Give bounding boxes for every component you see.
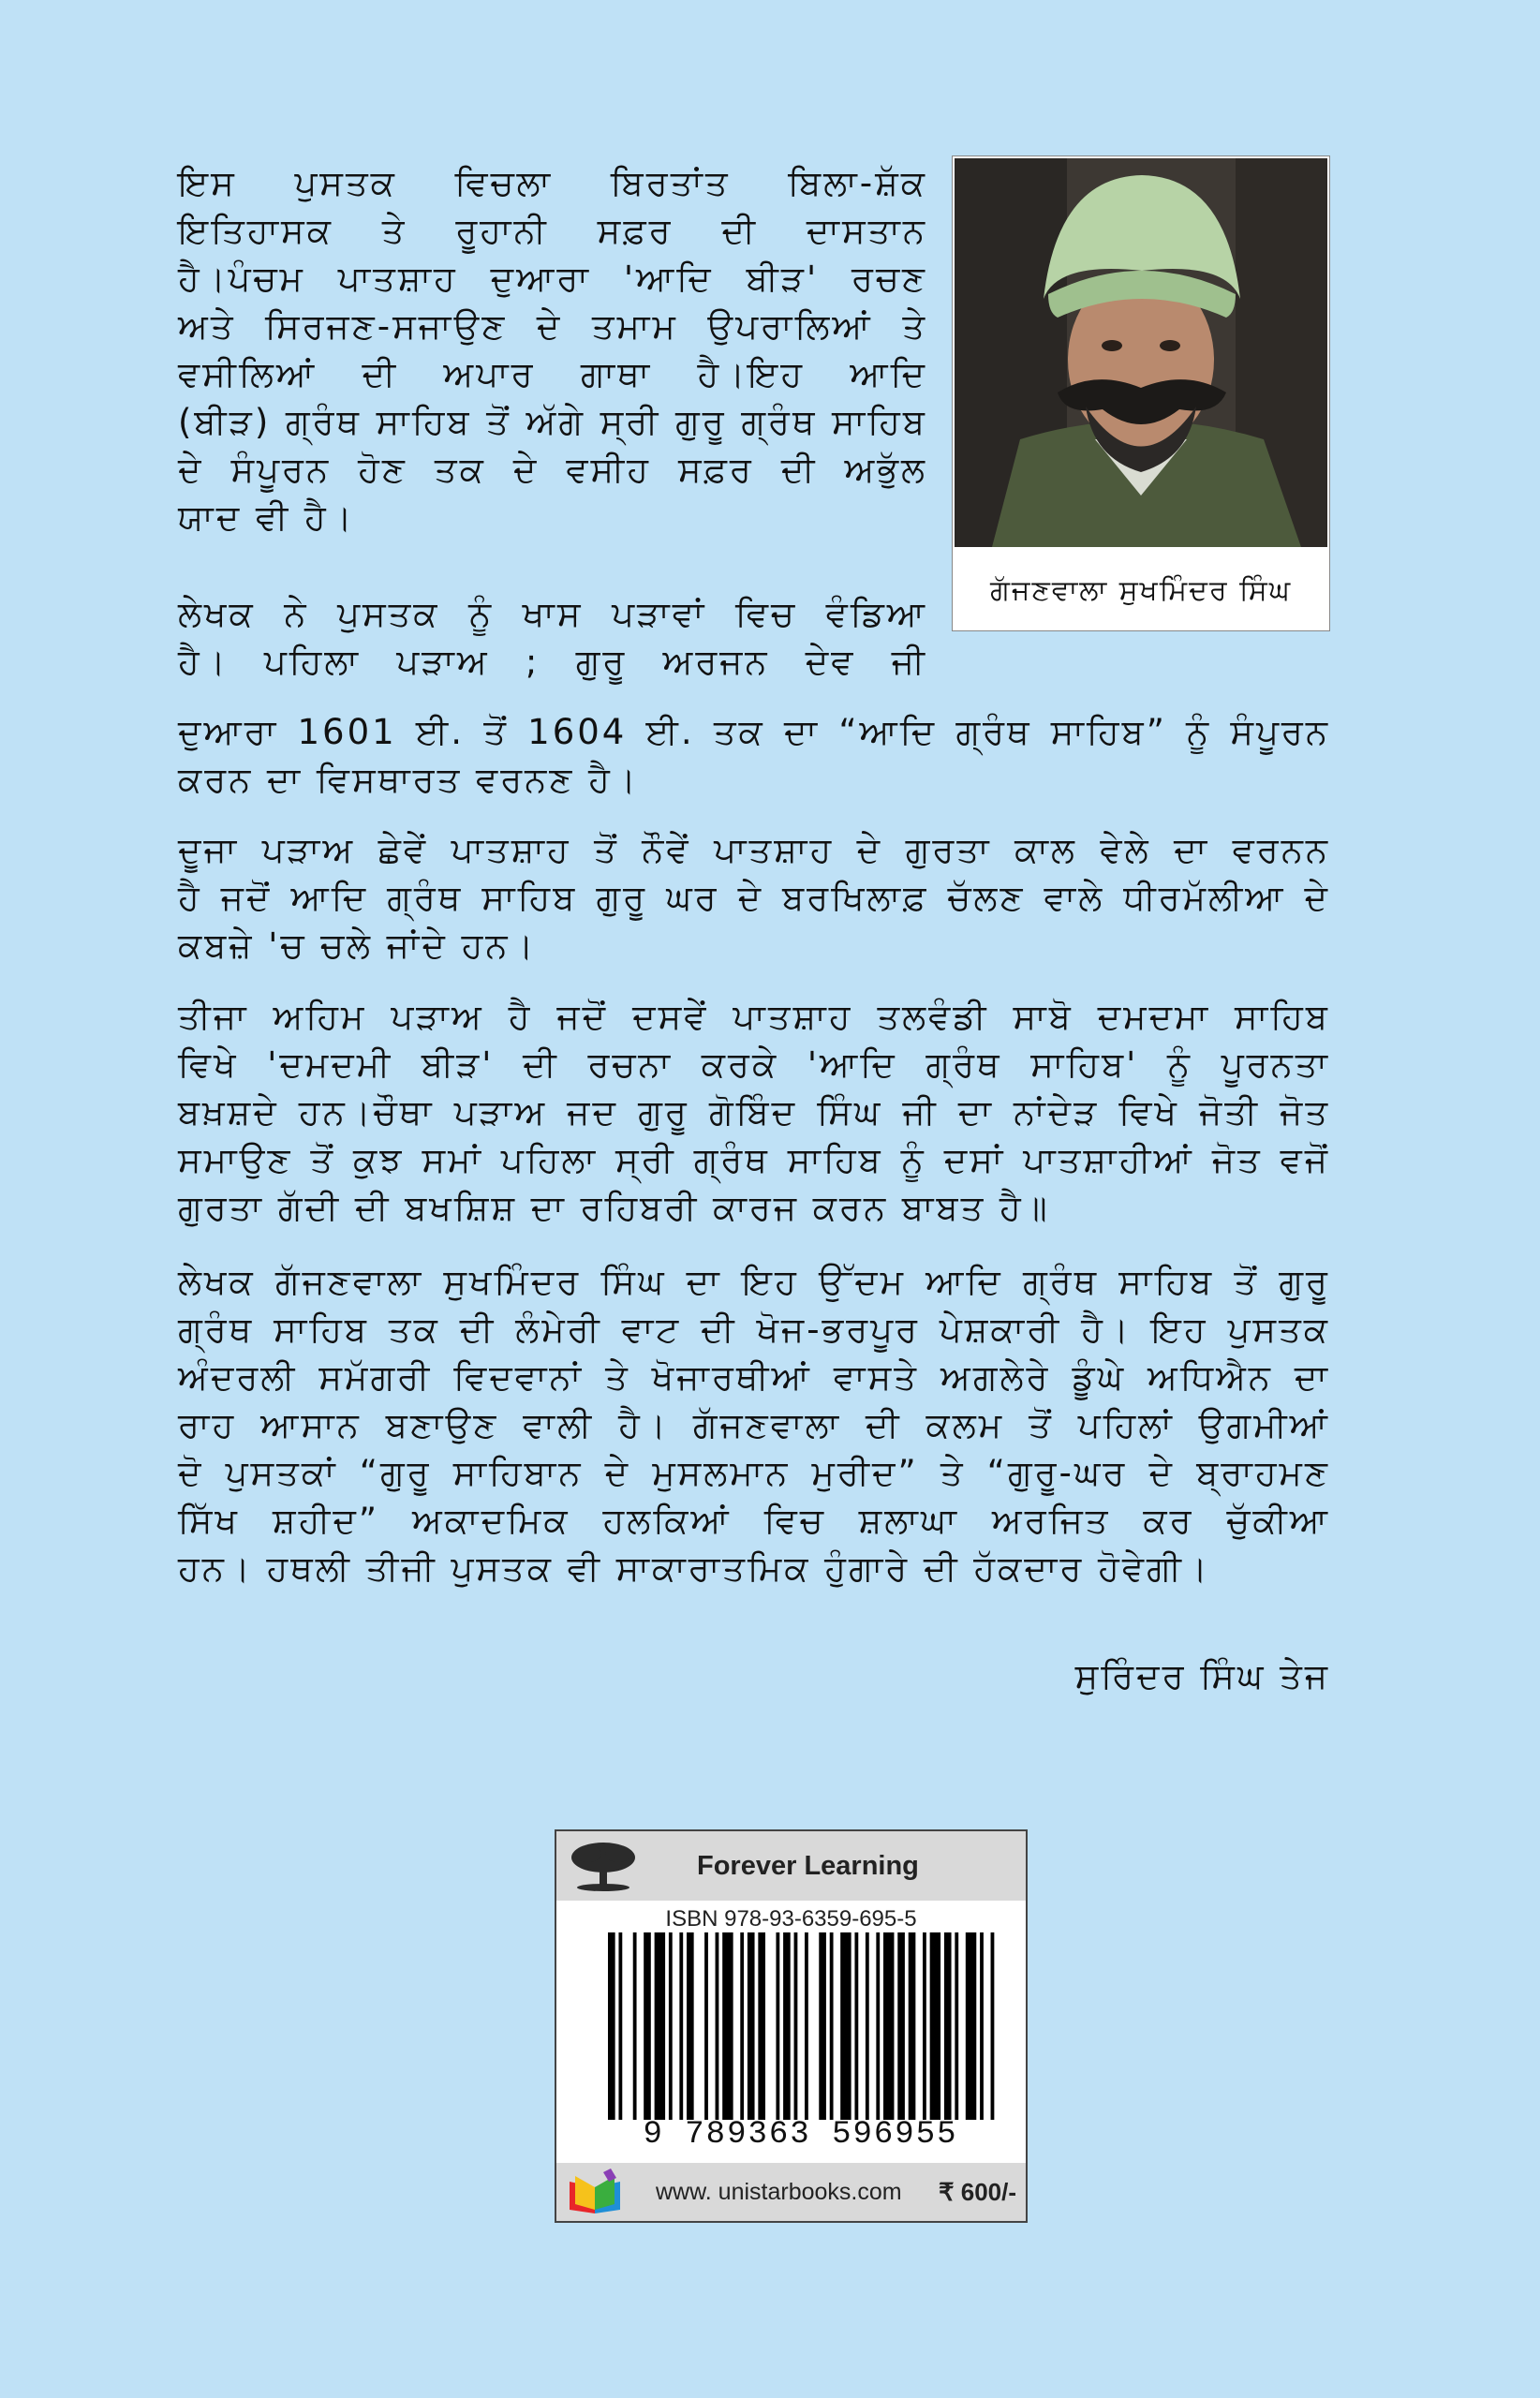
text-line: ਅੰਦਰਲੀ ਸਮੱਗਰੀ ਵਿਦਵਾਨਾਂ ਤੇ ਖੋਜਾਰਥੀਆਂ ਵਾਸਤੇ ਅਗਲੇਰੇ ਡੂੰਘੇ ਅਧਿਐਨ ਦਾ — [178, 1357, 1330, 1398]
text-line: ਦੋ ਪੁਸਤਕਾਂ “ਗੁਰੂ ਸਾਹਿਬਾਨ ਦੇ ਮੁਸਲਮਾਨ ਮੁਰੀਦ” ਤੇ “ਗੁਰੂ-ਘਰ ਦੇ ਬ੍ਰਾਹਮਣ — [178, 1453, 1330, 1493]
open-book-logo-icon — [562, 2169, 628, 2215]
text-line: ਵਿਖੇ 'ਦਮਦਮੀ ਬੀੜ' ਦੀ ਰਚਨਾ ਕਰਕੇ 'ਆਦਿ ਗ੍ਰੰਥ ਸਾਹਿਬ' ਨੂੰ ਪੂਰਨਤਾ — [178, 1044, 1330, 1085]
text-line: ਦੇ ਸੰਪੂਰਨ ਹੋਣ ਤਕ ਦੇ ਵਸੀਹ ਸਫ਼ਰ ਦੀ ਅਭੁੱਲ — [178, 450, 927, 490]
text-line: ਇਤਿਹਾਸਕ ਤੇ ਰੂਹਾਨੀ ਸਫ਼ਰ ਦੀ ਦਾਸਤਾਨ — [178, 211, 927, 251]
text-line: ਲੇਖਕ ਗੱਜਣਵਾਲਾ ਸੁਖਮਿੰਦਰ ਸਿੰਘ ਦਾ ਇਹ ਉੱਦਮ ਆਦਿ ਗ੍ਰੰਥ ਸਾਹਿਬ ਤੋਂ ਗੁਰੂ — [178, 1262, 1330, 1302]
author-portrait-illustration — [955, 158, 1327, 547]
text-line: ਬਖ਼ਸ਼ਦੇ ਹਨ।ਚੌਥਾ ਪੜਾਅ ਜਦ ਗੁਰੂ ਗੋਬਿੰਦ ਸਿੰਘ ਜੀ ਦਾ ਨਾਂਦੇੜ ਵਿਖੇ ਜੋਤੀ ਜੋਤ — [178, 1092, 1330, 1132]
publisher-band — [556, 1831, 1026, 1901]
paragraph-1 — [178, 159, 927, 541]
publisher-website[interactable]: www. unistarbooks.com — [656, 2178, 902, 2205]
text-line: ਹਨ। ਹਥਲੀ ਤੀਜੀ ਪੁਸਤਕ ਵੀ ਸਾਕਾਰਾਤਮਿਕ ਹੁੰਗਾਰੇ ਦੀ ਹੱਕਦਾਰ ਹੋਵੇਗੀ। — [178, 1548, 1210, 1589]
paragraph-4 — [178, 993, 1330, 1232]
barcode-box — [555, 1829, 1028, 2223]
text-line: ਹੈ। ਪਹਿਲਾ ਪੜਾਅ ; ਗੁਰੂ ਅਰਜਨ ਦੇਵ ਜੀ — [178, 642, 927, 682]
author-photo — [955, 158, 1327, 547]
author-photo-frame — [952, 155, 1330, 631]
text-line: ਰਾਹ ਆਸਾਨ ਬਣਾਉਣ ਵਾਲੀ ਹੈ। ਗੱਜਣਵਾਲਾ ਦੀ ਕਲਮ ਤੋਂ ਪਹਿਲਾਂ ਉਗਮੀਆਂ — [178, 1405, 1330, 1445]
text-line: ਅਤੇ ਸਿਰਜਣ-ਸਜਾਉਣ ਦੇ ਤਮਾਮ ਉਪਰਾਲਿਆਂ ਤੇ — [178, 306, 927, 347]
text-line: ਦੁਆਰਾ 1601 ਈ. ਤੋਂ 1604 ਈ. ਤਕ ਦਾ “ਆਦਿ ਗ੍ਰੰਥ ਸਾਹਿਬ” ਨੂੰ ਸੰਪੂਰਨ — [178, 712, 1330, 752]
author-photo-caption: ਗੱਜਣਵਾਲਾ ਸੁਖਮਿੰਦਰ ਸਿੰਘ — [989, 573, 1293, 607]
isbn-label: ISBN 978-93-6359-695-5 — [665, 1906, 917, 1932]
barcode-bars — [608, 1932, 1001, 2120]
book-price: ₹ 600/- — [938, 2177, 1016, 2206]
publisher-slogan: Forever Learning — [697, 1850, 919, 1881]
text-line: ਹੈ।ਪੰਚਮ ਪਾਤਸ਼ਾਹ ਦੁਆਰਾ 'ਆਦਿ ਬੀੜ' ਰਚਣ — [178, 259, 927, 299]
publisher-footer — [556, 2163, 1026, 2221]
text-line: ਸਮਾਉਣ ਤੋਂ ਕੁਝ ਸਮਾਂ ਪਹਿਲਾ ਸ੍ਰੀ ਗ੍ਰੰਥ ਸਾਹਿਬ ਨੂੰ ਦਸਾਂ ਪਾਤਸ਼ਾਹੀਆਂ ਜੋਤ ਵਜੋਂ — [178, 1140, 1330, 1180]
text-line: ਲੇਖਕ ਨੇ ਪੁਸਤਕ ਨੂੰ ਖਾਸ ਪੜਾਵਾਂ ਵਿਚ ਵੰਡਿਆ — [178, 594, 927, 634]
paragraph-5 — [178, 1258, 1330, 1592]
text-line: ਹੈ ਜਦੋਂ ਆਦਿ ਗ੍ਰੰਥ ਸਾਹਿਬ ਗੁਰੂ ਘਰ ਦੇ ਬਰਖਿਲਾਫ਼ ਚੱਲਣ ਵਾਲੇ ਧੀਰਮੱਲੀਆ ਦੇ — [178, 878, 1330, 918]
text-line: ਕਰਨ ਦਾ ਵਿਸਥਾਰਤ ਵਰਨਣ ਹੈ। — [178, 760, 639, 800]
barcode-digits: 9 789363 596955 — [643, 2117, 958, 2153]
text-line: ਤੀਜਾ ਅਹਿਮ ਪੜਾਅ ਹੈ ਜਦੋਂ ਦਸਵੇਂ ਪਾਤਸ਼ਾਹ ਤਲਵੰਡੀ ਸਾਬੋ ਦਮਦਮਾ ਸਾਹਿਬ — [178, 997, 1330, 1037]
paragraph-2-narrow — [178, 590, 927, 686]
text-line: ਗ੍ਰੰਥ ਸਾਹਿਬ ਤਕ ਦੀ ਲੰਮੇਰੀ ਵਾਟ ਦੀ ਖੋਜ-ਭਰਪੂਰ ਪੇਸ਼ਕਾਰੀ ਹੈ। ਇਹ ਪੁਸਤਕ — [178, 1310, 1330, 1350]
text-line: ਸਿੱਖ ਸ਼ਹੀਦ” ਅਕਾਦਮਿਕ ਹਲਕਿਆਂ ਵਿਚ ਸ਼ਲਾਘਾ ਅਰਜਿਤ ਕਰ ਚੁੱਕੀਆ — [178, 1501, 1330, 1541]
paragraph-3 — [178, 826, 1330, 970]
text-line: ਗੁਰਤਾ ਗੱਦੀ ਦੀ ਬਖਸ਼ਿਸ਼ ਦਾ ਰਹਿਬਰੀ ਕਾਰਜ ਕਰਨ ਬਾਬਤ ਹੈ॥ — [178, 1188, 1050, 1228]
paragraph-2-wide — [178, 708, 1330, 804]
text-line: (ਬੀੜ) ਗ੍ਰੰਥ ਸਾਹਿਬ ਤੋਂ ਅੱਗੇ ਸ੍ਰੀ ਗੁਰੂ ਗ੍ਰੰਥ ਸਾਹਿਬ — [178, 402, 927, 442]
tree-logo-icon — [556, 1831, 650, 1901]
text-line: ਕਬਜ਼ੇ 'ਚ ਚਲੇ ਜਾਂਦੇ ਹਨ। — [178, 925, 537, 966]
text-line: ਯਾਦ ਵੀ ਹੈ। — [178, 497, 355, 538]
text-line: ਦੂਜਾ ਪੜਾਅ ਛੇਵੇਂ ਪਾਤਸ਼ਾਹ ਤੋਂ ਨੌਵੇਂ ਪਾਤਸ਼ਾਹ ਦੇ ਗੁਰਤਾ ਕਾਲ ਵੇਲੇ ਦਾ ਵਰਨਨ — [178, 830, 1330, 870]
text-line: ਇਸ ਪੁਸਤਕ ਵਿਚਲਾ ਬਿਰਤਾਂਤ ਬਿਲਾ-ਸ਼ੱਕ — [178, 163, 927, 203]
text-line: ਵਸੀਲਿਆਂ ਦੀ ਅਪਾਰ ਗਾਥਾ ਹੈ।ਇਹ ਆਦਿ — [178, 354, 927, 394]
review-signature: ਸੁਰਿੰਦਰ ਸਿੰਘ ਤੇਜ — [1074, 1656, 1330, 1696]
